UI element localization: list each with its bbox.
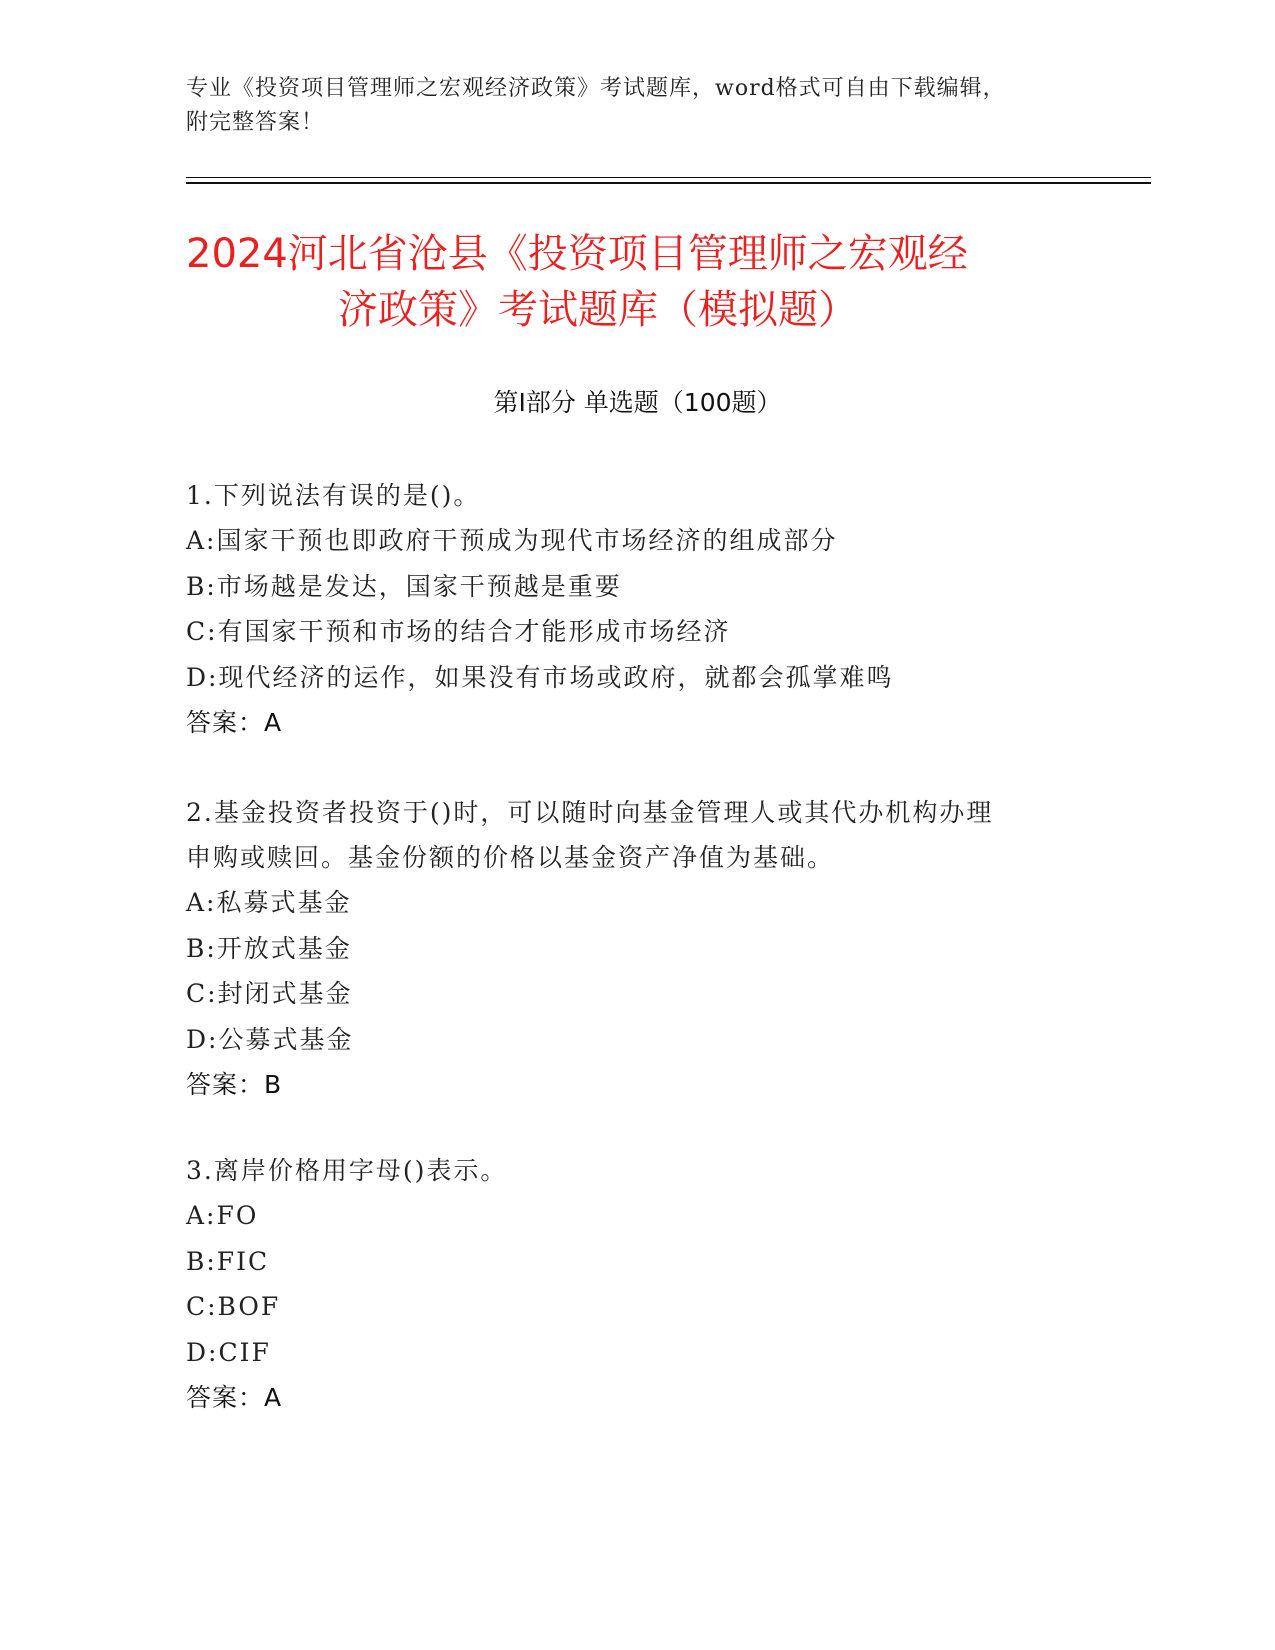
- title-line-1: 2024河北省沧县《投资项目管理师之宏观经: [186, 231, 968, 277]
- section-heading: 第Ⅰ部分 单选题（100题）: [493, 388, 782, 417]
- question-stem: 3.离岸价格用字母()表示。: [186, 1156, 508, 1185]
- option-c: C:BOF: [186, 1292, 281, 1321]
- option-d: D:公募式基金: [186, 1024, 354, 1054]
- option-c: C:封闭式基金: [186, 979, 353, 1008]
- title-line-2: 济政策》考试题库（模拟题）: [338, 287, 858, 333]
- header-rule-thin: [186, 177, 1151, 178]
- option-a: A:国家干预也即政府干预成为现代市场经济的组成部分: [186, 526, 838, 555]
- question-stem: 2.基金投资者投资于()时，可以随时向基金管理人或其代办机构办理: [186, 798, 994, 827]
- intro-line-1: 专业《投资项目管理师之宏观经济政策》考试题库，word格式可自由下载编辑，: [186, 76, 1006, 101]
- option-a: A:FO: [186, 1201, 259, 1230]
- question-stem: 1.下列说法有误的是()。: [186, 481, 481, 510]
- option-d: D:现代经济的运作，如果没有市场或政府，就都会孤掌难鸣: [186, 662, 894, 692]
- question-stem-continued: 申购或赎回。基金份额的价格以基金资产净值为基础。: [186, 843, 835, 872]
- option-b: B:FIC: [186, 1246, 270, 1276]
- option-b: B:开放式基金: [186, 933, 352, 963]
- answer: 答案：A: [186, 1383, 283, 1412]
- intro-line-2: 附完整答案！: [186, 110, 325, 135]
- option-c: C:有国家干预和市场的结合才能形成市场经济: [186, 617, 731, 646]
- question-block: [186, 473, 1066, 745]
- option-d: D:CIF: [186, 1337, 271, 1367]
- header-rule-thick: [186, 182, 1151, 184]
- document-title: [186, 226, 1086, 338]
- intro-text: [186, 72, 1066, 140]
- question-block: [186, 790, 1066, 1107]
- answer: 答案：B: [186, 1070, 283, 1099]
- option-b: B:市场越是发达，国家干预越是重要: [186, 571, 622, 601]
- answer: 答案：A: [186, 708, 283, 737]
- option-a: A:私募式基金: [186, 888, 352, 917]
- question-block: [186, 1148, 1066, 1420]
